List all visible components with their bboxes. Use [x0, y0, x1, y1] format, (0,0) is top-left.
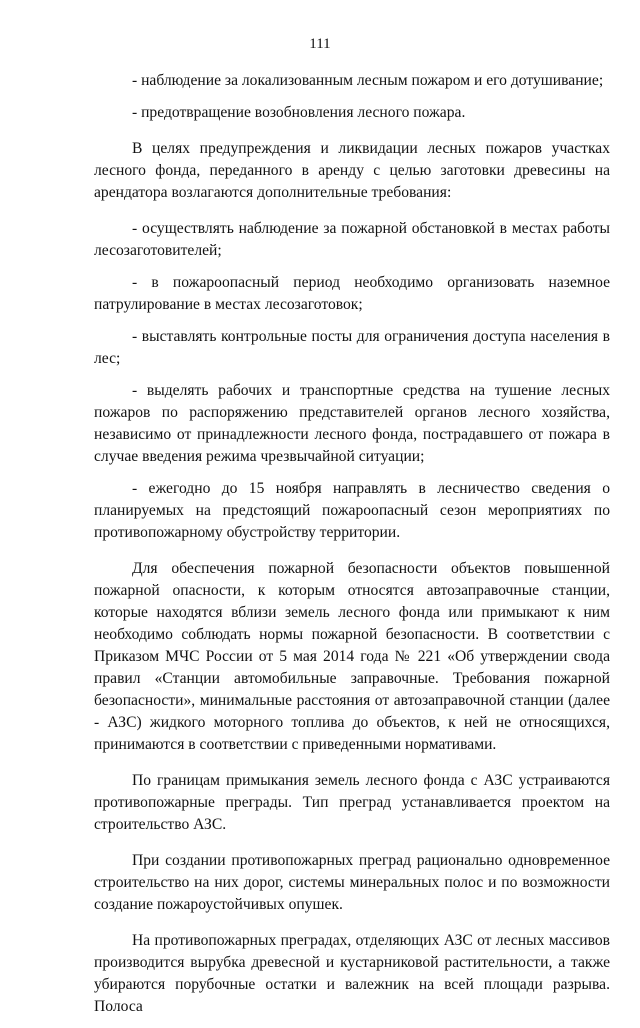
paragraph-lease-requirements-intro: В целях предупреждения и ликвидации лесных пожаров участках лесного фонда, переданного в аренду с целью заготовки древесины на арендатора возлагаются дополнительные требования: [94, 140, 610, 201]
document-body [94, 70, 610, 1028]
paragraph-barrier-construction: При создании противопожарных преград рационально одновременное строительство на них дорог, системы минеральных полос и по возможности создание пожароустойчивых опушек. [94, 852, 610, 913]
paragraph-fire-barriers: По границам примыкания земель лесного фонда с АЗС устраиваются противопожарные преграды. Тип преград устанавливается проектом на строительство АЗС. [94, 772, 610, 833]
paragraph-bullet-annual-report: - ежегодно до 15 ноября направлять в лесничество сведения о планируемых на предстоящий пожароопасный сезон мероприятиях по противопожарному обустройству территории. [94, 480, 610, 541]
paragraph-bullet-workers-vehicles: - выделять рабочих и транспортные средства на тушение лесных пожаров по распоряжению представителей органов лесного хозяйства, независимо от принадлежности лесного фонда, пострадавшего от пожара в случае введения режима чрезвычайной ситуации; [94, 382, 610, 465]
page-number: 111 [309, 36, 331, 52]
paragraph-bullet-checkpoints: - выставлять контрольные посты для ограничения доступа населения в лес; [94, 328, 610, 367]
paragraph-bullet-patrol: - в пожароопасный период необходимо организовать наземное патрулирование в местах лесозаготовок; [94, 274, 610, 313]
paragraph-bullet-prevent-renewal: - предотвращение возобновления лесного пожара. [132, 104, 466, 121]
paragraph-bullet-monitoring: - осуществлять наблюдение за пожарной обстановкой в местах работы лесозаготовителей; [94, 220, 610, 259]
paragraph-barrier-clearing: На противопожарных преградах, отделяющих АЗС от лесных массивов производится вырубка древесной и кустарниковой растительности, а также убираются порубочные остатки и валежник на всей площади разрыва. Полоса [94, 932, 610, 1015]
paragraph-bullet-localized-fire: - наблюдение за локализованным лесным пожаром и его дотушивание; [132, 72, 604, 89]
paragraph-fuel-station-safety: Для обеспечения пожарной безопасности объектов повышенной пожарной опасности, к которым относятся автозаправочные станции, которые находятся вблизи земель лесного фонда или примыкают к ним необходимо соблюдать нормы пожарной безопасности. В соответствии с Приказом МЧС России от 5 мая 2014 года № 221 «Об утверждении свода правил «Станции автомобильные заправочные. Требования пожарной безопасности», минимальные расстояния от автозаправочной станции (далее - АЗС) жидкого моторного топлива до объектов, к ней не относящихся, принимаются в соответствии с приведенными нормативами. [94, 560, 610, 753]
